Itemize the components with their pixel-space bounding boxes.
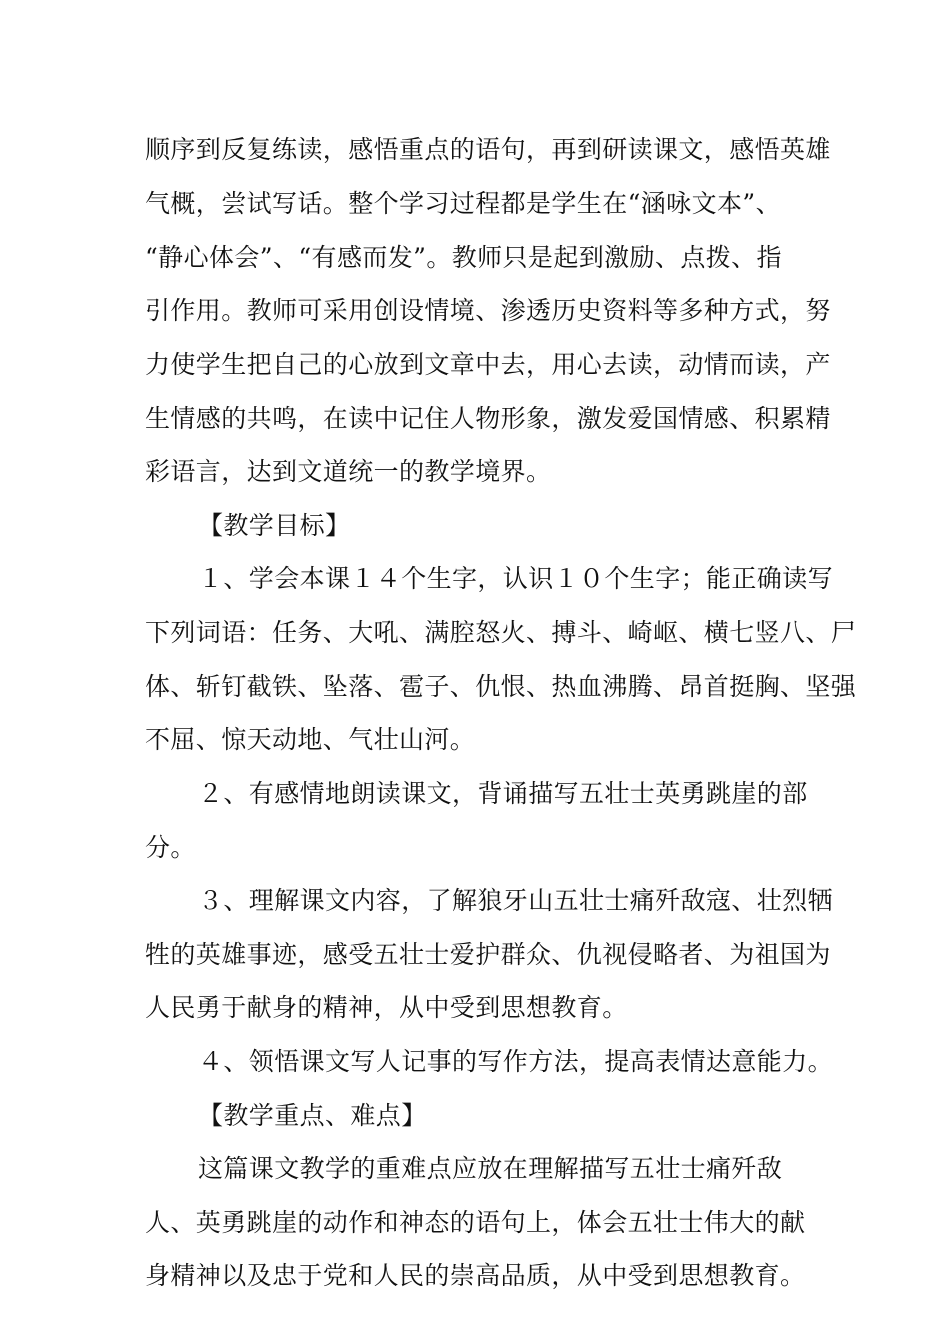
text-line: 分。 <box>145 833 196 862</box>
text-line: 人民勇于献身的精神，从中受到思想教育。 <box>145 993 628 1022</box>
section-heading-key-difficult-points: 【教学重点、难点】 <box>198 1101 427 1130</box>
text-line: 人、英勇跳崖的动作和神态的语句上，体会五壮士伟大的献 <box>145 1208 806 1237</box>
text-line: 气概，尝试写话。整个学习过程都是学生在“涵咏文本”、 <box>145 189 781 218</box>
text-line: 这篇课文教学的重难点应放在理解描写五壮士痛歼敌 <box>198 1154 783 1183</box>
section-heading-teaching-goals: 【教学目标】 <box>198 511 351 540</box>
text-line: 下列词语：任务、大吼、满腔怒火、搏斗、崎岖、横七竖八、尸 <box>145 618 857 647</box>
text-line: 力使学生把自己的心放到文章中去，用心去读，动情而读，产 <box>145 350 831 379</box>
goal-item-1: １、学会本课１４个生字，认识１０个生字；能正确读写 <box>198 564 834 593</box>
text-line: 不屈、惊天动地、气壮山河。 <box>145 725 476 754</box>
text-line: “静心体会”、“有感而发”。教师只是起到激励、点拨、指 <box>145 243 782 272</box>
text-line: 生情感的共鸣，在读中记住人物形象，激发爱国情感、积累精 <box>145 404 831 433</box>
goal-item-3: ３、理解课文内容，了解狼牙山五壮士痛歼敌寇、壮烈牺 <box>198 886 834 915</box>
text-line: 体、斩钉截铁、坠落、雹子、仇恨、热血沸腾、昂首挺胸、坚强 <box>145 672 857 701</box>
text-line: 彩语言，达到文道统一的教学境界。 <box>145 457 552 486</box>
text-line: 牲的英雄事迹，感受五壮士爱护群众、仇视侵略者、为祖国为 <box>145 940 831 969</box>
text-line: 引作用。教师可采用创设情境、渗透历史资料等多种方式，努 <box>145 296 831 325</box>
goal-item-4: ４、领悟课文写人记事的写作方法，提高表情达意能力。 <box>198 1047 834 1076</box>
text-line: 身精神以及忠于党和人民的崇高品质，从中受到思想教育。 <box>145 1261 806 1290</box>
text-line: 顺序到反复练读，感悟重点的语句，再到研读课文，感悟英雄 <box>145 135 831 164</box>
goal-item-2: ２、有感情地朗读课文，背诵描写五壮士英勇跳崖的部 <box>198 779 808 808</box>
